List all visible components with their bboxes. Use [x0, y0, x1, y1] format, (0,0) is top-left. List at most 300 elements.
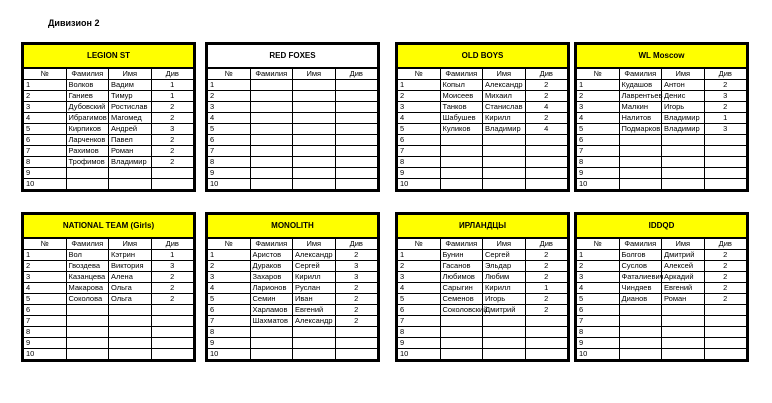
player-lastname: [619, 349, 662, 360]
player-row: [208, 146, 378, 157]
player-firstname: [109, 316, 152, 327]
player-row: [398, 282, 568, 293]
player-firstname: Игорь: [483, 293, 526, 304]
team-table: [576, 214, 747, 360]
player-division: [335, 112, 378, 123]
col-div-header: Див: [525, 68, 568, 80]
player-division: [151, 349, 194, 360]
player-row: [208, 101, 378, 112]
player-number: 10: [577, 349, 620, 360]
player-number: 8: [24, 157, 67, 168]
player-lastname: Соколова: [66, 293, 109, 304]
player-row: [208, 316, 378, 327]
player-firstname: [293, 101, 336, 112]
player-row: [24, 90, 194, 101]
player-firstname: Игорь: [662, 101, 705, 112]
player-row: [398, 304, 568, 315]
header-row: [398, 238, 568, 250]
player-number: 4: [24, 282, 67, 293]
team-name: WL Moscow: [577, 45, 747, 68]
player-division: [704, 316, 747, 327]
player-number: 5: [208, 293, 251, 304]
player-row: [24, 157, 194, 168]
player-number: 2: [24, 90, 67, 101]
team-name: MONOLITH: [208, 215, 378, 238]
player-division: 2: [525, 112, 568, 123]
player-firstname: [483, 146, 526, 157]
player-lastname: [66, 179, 109, 190]
col-lastname-header: Фамилия: [250, 68, 293, 80]
player-division: 2: [151, 134, 194, 145]
header-row: [24, 238, 194, 250]
player-number: 10: [24, 349, 67, 360]
player-lastname: [66, 327, 109, 338]
player-row: [208, 327, 378, 338]
player-division: [525, 134, 568, 145]
col-lastname-header: Фамилия: [619, 238, 662, 250]
player-lastname: [250, 123, 293, 134]
player-lastname: Дубовский: [66, 101, 109, 112]
player-lastname: [250, 168, 293, 179]
player-number: 10: [208, 179, 251, 190]
player-row: [577, 338, 747, 349]
player-row: [24, 168, 194, 179]
player-number: 5: [208, 123, 251, 134]
player-lastname: [440, 157, 483, 168]
team-name: LEGION ST: [24, 45, 194, 68]
team-name: RED FOXES: [208, 45, 378, 68]
player-number: 2: [577, 90, 620, 101]
player-number: 4: [208, 112, 251, 123]
player-lastname: [619, 157, 662, 168]
player-number: 5: [577, 123, 620, 134]
player-firstname: [293, 90, 336, 101]
player-firstname: [293, 327, 336, 338]
player-division: [151, 338, 194, 349]
player-division: [704, 338, 747, 349]
col-div-header: Див: [704, 68, 747, 80]
player-firstname: Вадим: [109, 79, 152, 90]
team-table: [207, 44, 378, 190]
player-lastname: Соколовский: [440, 304, 483, 315]
player-number: 10: [398, 349, 441, 360]
player-lastname: [619, 146, 662, 157]
player-row: [577, 90, 747, 101]
col-num-header: №: [208, 68, 251, 80]
player-firstname: [483, 316, 526, 327]
team-card: [205, 212, 380, 362]
player-division: 3: [704, 123, 747, 134]
player-firstname: [293, 79, 336, 90]
player-number: 4: [208, 282, 251, 293]
player-number: 2: [398, 260, 441, 271]
player-lastname: Волков: [66, 79, 109, 90]
player-division: [704, 327, 747, 338]
team-card: [395, 212, 570, 362]
player-number: 1: [398, 249, 441, 260]
player-number: 4: [398, 282, 441, 293]
player-firstname: [293, 112, 336, 123]
player-firstname: Александр: [483, 79, 526, 90]
player-lastname: Шахматов: [250, 316, 293, 327]
player-division: 3: [335, 260, 378, 271]
player-lastname: [440, 349, 483, 360]
player-lastname: Суслов: [619, 260, 662, 271]
player-division: 2: [525, 304, 568, 315]
player-row: [577, 157, 747, 168]
player-number: 10: [24, 179, 67, 190]
player-row: [577, 168, 747, 179]
player-firstname: [662, 316, 705, 327]
player-number: 7: [24, 146, 67, 157]
player-division: 2: [704, 249, 747, 260]
player-row: [398, 349, 568, 360]
player-division: 2: [151, 112, 194, 123]
player-division: 2: [151, 293, 194, 304]
player-row: [24, 260, 194, 271]
player-firstname: [293, 157, 336, 168]
player-row: [208, 338, 378, 349]
player-firstname: [293, 168, 336, 179]
player-row: [24, 249, 194, 260]
player-division: 4: [525, 123, 568, 134]
player-firstname: Роман: [662, 293, 705, 304]
player-number: 8: [208, 157, 251, 168]
team-name: NATIONAL TEAM (Girls): [24, 215, 194, 238]
player-division: [704, 146, 747, 157]
player-number: 9: [577, 168, 620, 179]
player-firstname: [483, 134, 526, 145]
player-number: 3: [577, 101, 620, 112]
player-lastname: Дураков: [250, 260, 293, 271]
player-firstname: Тимур: [109, 90, 152, 101]
player-firstname: Владимир: [483, 123, 526, 134]
player-row: [24, 349, 194, 360]
player-number: 1: [24, 249, 67, 260]
player-row: [208, 293, 378, 304]
team-name: OLD BOYS: [398, 45, 568, 68]
player-division: [704, 349, 747, 360]
player-lastname: [619, 168, 662, 179]
player-division: [335, 123, 378, 134]
player-lastname: Подмарков: [619, 123, 662, 134]
player-lastname: Бунин: [440, 249, 483, 260]
player-lastname: Моисеев: [440, 90, 483, 101]
player-lastname: Кудашов: [619, 79, 662, 90]
col-div-header: Див: [151, 238, 194, 250]
header-row: [398, 68, 568, 80]
player-lastname: [250, 79, 293, 90]
player-firstname: [662, 338, 705, 349]
player-row: [24, 282, 194, 293]
player-row: [577, 123, 747, 134]
player-row: [24, 338, 194, 349]
col-div-header: Див: [151, 68, 194, 80]
player-division: 1: [151, 79, 194, 90]
player-firstname: [662, 168, 705, 179]
player-number: 4: [24, 112, 67, 123]
player-row: [208, 112, 378, 123]
player-row: [398, 293, 568, 304]
player-division: 2: [525, 90, 568, 101]
player-number: 2: [398, 90, 441, 101]
col-firstname-header: Имя: [293, 68, 336, 80]
col-div-header: Див: [335, 238, 378, 250]
player-number: 8: [398, 327, 441, 338]
player-firstname: Андрей: [109, 123, 152, 134]
player-lastname: Любимов: [440, 271, 483, 282]
player-firstname: [293, 146, 336, 157]
col-num-header: №: [398, 238, 441, 250]
player-division: [335, 146, 378, 157]
player-division: [151, 327, 194, 338]
player-firstname: Дмитрий: [483, 304, 526, 315]
player-firstname: [109, 168, 152, 179]
player-firstname: [483, 179, 526, 190]
player-number: 7: [577, 316, 620, 327]
player-division: 2: [704, 271, 747, 282]
col-firstname-header: Имя: [483, 68, 526, 80]
player-division: [525, 168, 568, 179]
player-division: [525, 179, 568, 190]
player-row: [398, 157, 568, 168]
player-row: [398, 249, 568, 260]
player-division: [525, 349, 568, 360]
player-lastname: Семенов: [440, 293, 483, 304]
header-row: [208, 68, 378, 80]
col-num-header: №: [208, 238, 251, 250]
player-number: 6: [398, 304, 441, 315]
player-firstname: [293, 349, 336, 360]
player-number: 8: [208, 327, 251, 338]
team-table: [23, 214, 194, 360]
player-firstname: Александр: [293, 249, 336, 260]
player-number: 9: [24, 338, 67, 349]
player-division: 2: [335, 316, 378, 327]
player-lastname: [619, 338, 662, 349]
player-row: [24, 293, 194, 304]
player-row: [398, 316, 568, 327]
player-lastname: [66, 338, 109, 349]
player-row: [208, 90, 378, 101]
player-number: 8: [398, 157, 441, 168]
player-division: [335, 338, 378, 349]
player-division: 3: [704, 90, 747, 101]
player-number: 7: [208, 146, 251, 157]
player-firstname: [483, 157, 526, 168]
player-row: [577, 316, 747, 327]
player-firstname: [483, 327, 526, 338]
player-row: [208, 123, 378, 134]
team-name: ИРЛАНДЦЫ: [398, 215, 568, 238]
player-number: 10: [398, 179, 441, 190]
player-number: 2: [208, 90, 251, 101]
player-division: 2: [525, 249, 568, 260]
player-row: [208, 179, 378, 190]
col-lastname-header: Фамилия: [440, 68, 483, 80]
player-lastname: Ларионов: [250, 282, 293, 293]
player-firstname: [293, 123, 336, 134]
player-division: [335, 101, 378, 112]
player-division: 2: [335, 293, 378, 304]
player-number: 5: [398, 293, 441, 304]
player-number: 8: [577, 327, 620, 338]
player-division: [704, 168, 747, 179]
col-firstname-header: Имя: [109, 238, 152, 250]
player-row: [24, 271, 194, 282]
player-number: 2: [208, 260, 251, 271]
player-firstname: Владимир: [109, 157, 152, 168]
player-division: [525, 316, 568, 327]
player-lastname: Болгов: [619, 249, 662, 260]
team-name: IDDQD: [577, 215, 747, 238]
player-row: [24, 316, 194, 327]
player-number: 9: [398, 338, 441, 349]
player-lastname: Харламов: [250, 304, 293, 315]
player-firstname: Алексей: [662, 260, 705, 271]
player-lastname: [440, 338, 483, 349]
player-number: 9: [398, 168, 441, 179]
player-division: [704, 179, 747, 190]
player-row: [577, 304, 747, 315]
player-lastname: Куликов: [440, 123, 483, 134]
player-division: 2: [525, 271, 568, 282]
player-firstname: Эльдар: [483, 260, 526, 271]
player-division: [335, 179, 378, 190]
player-row: [208, 168, 378, 179]
player-division: 2: [151, 146, 194, 157]
team-table: [23, 44, 194, 190]
player-row: [577, 112, 747, 123]
player-number: 3: [208, 101, 251, 112]
player-division: 2: [704, 293, 747, 304]
player-lastname: Дианов: [619, 293, 662, 304]
player-firstname: Магомед: [109, 112, 152, 123]
player-lastname: [619, 304, 662, 315]
player-lastname: Ганиев: [66, 90, 109, 101]
player-lastname: Чиндяев: [619, 282, 662, 293]
player-firstname: [293, 338, 336, 349]
player-row: [577, 179, 747, 190]
player-row: [208, 134, 378, 145]
col-firstname-header: Имя: [483, 238, 526, 250]
player-row: [24, 304, 194, 315]
player-row: [398, 134, 568, 145]
player-firstname: Виктория: [109, 260, 152, 271]
player-division: 2: [151, 157, 194, 168]
player-lastname: [66, 316, 109, 327]
player-number: 9: [577, 338, 620, 349]
player-row: [24, 79, 194, 90]
player-row: [398, 123, 568, 134]
player-lastname: [250, 327, 293, 338]
player-lastname: Казанцева: [66, 271, 109, 282]
player-number: 3: [24, 271, 67, 282]
team-card: [395, 42, 570, 192]
player-number: 6: [577, 304, 620, 315]
player-number: 5: [398, 123, 441, 134]
player-number: 6: [208, 304, 251, 315]
player-lastname: Малкин: [619, 101, 662, 112]
player-lastname: Гвоздева: [66, 260, 109, 271]
col-lastname-header: Фамилия: [66, 68, 109, 80]
player-firstname: Владимир: [662, 112, 705, 123]
player-lastname: [440, 327, 483, 338]
player-lastname: Сарыгин: [440, 282, 483, 293]
player-firstname: Алена: [109, 271, 152, 282]
player-row: [398, 168, 568, 179]
player-row: [398, 101, 568, 112]
player-division: [335, 157, 378, 168]
player-firstname: Сергей: [293, 260, 336, 271]
player-firstname: [109, 304, 152, 315]
team-card: [21, 42, 196, 192]
player-number: 1: [398, 79, 441, 90]
player-lastname: Налитов: [619, 112, 662, 123]
player-number: 4: [398, 112, 441, 123]
team-table: [397, 214, 568, 360]
player-lastname: [250, 101, 293, 112]
player-firstname: [662, 349, 705, 360]
team-table: [207, 214, 378, 360]
player-row: [577, 101, 747, 112]
player-division: [151, 179, 194, 190]
player-row: [24, 123, 194, 134]
player-number: 8: [577, 157, 620, 168]
player-firstname: [109, 179, 152, 190]
player-lastname: Захаров: [250, 271, 293, 282]
player-lastname: Аристов: [250, 249, 293, 260]
player-number: 9: [208, 168, 251, 179]
player-firstname: Аркадий: [662, 271, 705, 282]
player-lastname: [440, 168, 483, 179]
player-number: 6: [577, 134, 620, 145]
col-firstname-header: Имя: [662, 238, 705, 250]
player-lastname: [440, 316, 483, 327]
player-lastname: [440, 146, 483, 157]
player-division: 2: [525, 79, 568, 90]
player-row: [398, 90, 568, 101]
player-division: [525, 146, 568, 157]
player-division: 2: [704, 260, 747, 271]
player-firstname: Евгений: [662, 282, 705, 293]
player-row: [577, 282, 747, 293]
player-number: 6: [24, 134, 67, 145]
player-firstname: Ростислав: [109, 101, 152, 112]
player-lastname: [250, 157, 293, 168]
player-row: [24, 327, 194, 338]
col-div-header: Див: [335, 68, 378, 80]
player-firstname: [483, 338, 526, 349]
player-lastname: [440, 179, 483, 190]
player-row: [398, 112, 568, 123]
col-num-header: №: [24, 238, 67, 250]
player-number: 3: [577, 271, 620, 282]
player-lastname: Танков: [440, 101, 483, 112]
player-lastname: Фаталиевич: [619, 271, 662, 282]
col-firstname-header: Имя: [662, 68, 705, 80]
player-number: 7: [24, 316, 67, 327]
player-number: 5: [24, 293, 67, 304]
player-division: 2: [151, 101, 194, 112]
player-number: 6: [398, 134, 441, 145]
player-number: 4: [577, 282, 620, 293]
player-lastname: Лаврентьев: [619, 90, 662, 101]
player-division: [704, 304, 747, 315]
player-lastname: [250, 134, 293, 145]
team-table: [397, 44, 568, 190]
player-row: [398, 338, 568, 349]
